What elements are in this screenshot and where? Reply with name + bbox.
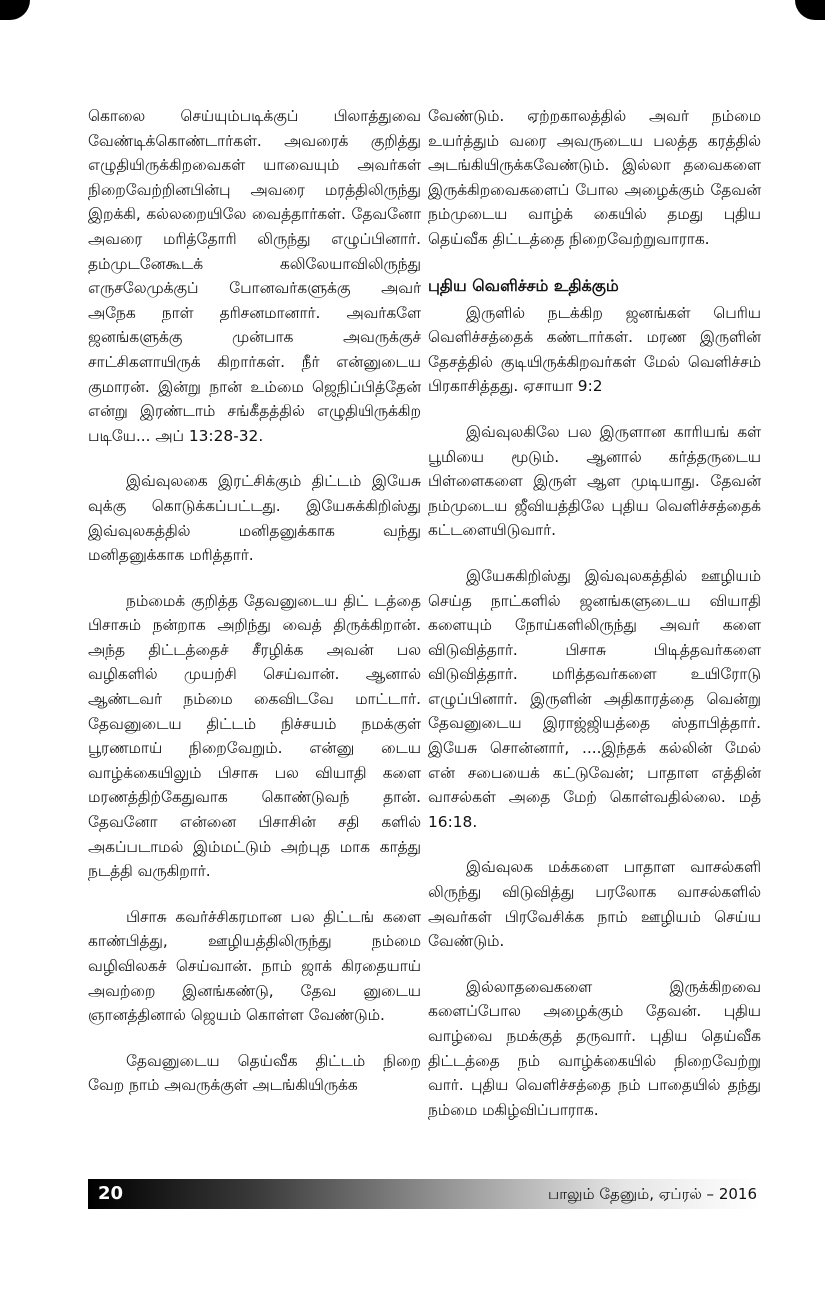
section-heading: புதிய வெளிச்சம் உதிக்கும் xyxy=(428,275,619,295)
paragraph: இவ்வுலகிலே பல இருளான காரியங் கள் பூமியை மூடும். ஆனால் கர்த்தருடைய பிள்ளைகளை இருள் ஆள முடியாது. தேவன் நம்முடைய ஜீவியத்திலே புதிய வெளிச்சத்தைக் கட்டளையிடுவார். xyxy=(428,422,761,540)
publication-line: பாலும் தேனும், ஏப்ரல் – 2016 xyxy=(548,1185,757,1203)
page-number: 20 xyxy=(98,1183,124,1204)
paragraph: பிசாசு கவர்ச்சிகரமான பல திட்டங் களை காண்பித்து, ஊழியத்திலிருந்து நம்மை வழிவிலகச் செய்வான். நாம் ஜாக் கிரதையாய் அவற்றை இனங்கண்டு, தேவ னுடைய ஞானத்தினால் ஜெயம் கொள்ள வேண்டும். xyxy=(88,907,421,1025)
top-right-corner-mark xyxy=(795,0,825,20)
paragraph: இவ்வுலகை இரட்சிக்கும் திட்டம் இயேசு வுக்கு கொடுக்கப்பட்டது. இயேசுக்கிறிஸ்து இவ்வுலகத்தில் மனிதனுக்காக வந்து மனிதனுக்காக மரித்தார். xyxy=(88,472,421,565)
paragraph: இருளில் நடக்கிற ஜனங்கள் பெரிய வெளிச்சத்தைக் கண்டார்கள். மரண இருளின் தேசத்தில் குடியிருக்கிறவர்கள் மேல் வெளிச்சம் பிரகாசித்தது. ஏசாயா 9:2 xyxy=(428,303,761,396)
top-left-corner-mark xyxy=(0,0,30,20)
paragraph: கொலை செய்யும்படிக்குப் பிலாத்துவை வேண்டிக்கொண்டார்கள். அவரைக் குறித்து எழுதியிருக்கிறவைகள் யாவையும் அவர்கள் நிறைவேற்றினபின்பு அவரை மரத்திலிருந்து இறக்கி, கல்லறையிலே வைத்தார்கள். தேவனோ அவரை மரித்தோரி லிருந்து எழுப்பினார். தம்முடனேகூடக் கலிலேயாவிலிருந்து எருசலேமுக்குப் போனவர்களுக்கு அவர் அநேக நாள் தரிசனமானார். அவர்களே ஜனங்களுக்கு முன்பாக அவருக்குச் சாட்சிகளாயிருக் கிறார்கள். நீர் என்னுடைய குமாரன். இன்று நான் உம்மை ஜெநிப்பித்தேன் என்று இரண்டாம் சங்கீதத்தில் எழுதியிருக்கிற படியே... அப் 13:28-32. xyxy=(88,107,421,445)
left-column xyxy=(88,104,421,1119)
paragraph: நம்மைக் குறித்த தேவனுடைய திட் டத்தை பிசாசும் நன்றாக அறிந்து வைத் திருக்கிறான். அந்த திட்டத்தைச் சீரழிக்க அவன் பல வழிகளில் முயற்சி செய்வான். ஆனால் ஆண்டவர் நம்மை கைவிடவே மாட்டார். தேவனுடைய திட்டம் நிச்சயம் நமக்குள் பூரணமாய் நிறைவேறும். என்னு டைய வாழ்க்கையிலும் பிசாசு பல வியாதி களை மரணத்திற்கேதுவாக கொண்டுவந் தான். தேவனோ என்னை பிசாசின் சதி களில் அகப்படாமல் இம்மட்டும் அற்புத மாக காத்து நடத்தி வருகிறார். xyxy=(88,591,421,881)
paragraph: தேவனுடைய தெய்வீக திட்டம் நிறை வேற நாம் அவருக்குள் அடங்கியிருக்க xyxy=(88,1051,421,1095)
paragraph: வேண்டும். ஏற்றகாலத்தில் அவர் நம்மை உயர்த்தும் வரை அவருடைய பலத்த கரத்தில் அடங்கியிருக்கவேண்டும். இல்லா தவைகளை இருக்கிறவைகளைப் போல அழைக்கும் தேவன் நம்முடைய வாழ்க் கையில் தமது புதிய தெய்வீக திட்டத்தை நிறைவேற்றுவாராக. xyxy=(428,107,761,248)
paragraph: இல்லாதவைகளை இருக்கிறவை களைப்போல அழைக்கும் தேவன். புதிய வாழ்வை நமக்குத் தருவார். புதிய தெய்வீக திட்டத்தை நம் வாழ்க்கையில் நிறைவேற்று வார். புதிய வெளிச்சத்தை நம் பாதையில் தந்து நம்மை மகிழ்விப்பாராக. xyxy=(428,977,761,1119)
right-column xyxy=(428,104,761,1143)
paragraph: இயேசுகிறிஸ்து இவ்வுலகத்தில் ஊழியம் செய்த நாட்களில் ஜனங்களுடைய வியாதி களையும் நோய்களிலிருந்து அவர் களை விடுவித்தார். பிசாசு பிடித்தவர்களை விடுவித்தார். மரித்தவர்களை உயிரோடு எழுப்பினார். இருளின் அதிகாரத்தை வென்று தேவனுடைய இராஜ்ஜியத்தை ஸ்தாபித்தார். இயேசு சொன்னார், ....இந்தக் கல்லின் மேல் என் சபையைக் கட்டுவேன்; பாதாள எத்தின் வாசல்கள் அதை மேற் கொள்வதில்லை. மத் 16:18. xyxy=(428,566,761,831)
paragraph: இவ்வுலக மக்களை பாதாள வாசல்களி லிருந்து விடுவித்து பரலோக வாசல்களில் அவர்கள் பிரவேசிக்க நாம் ஊழியம் செய்ய வேண்டும். xyxy=(428,858,761,951)
